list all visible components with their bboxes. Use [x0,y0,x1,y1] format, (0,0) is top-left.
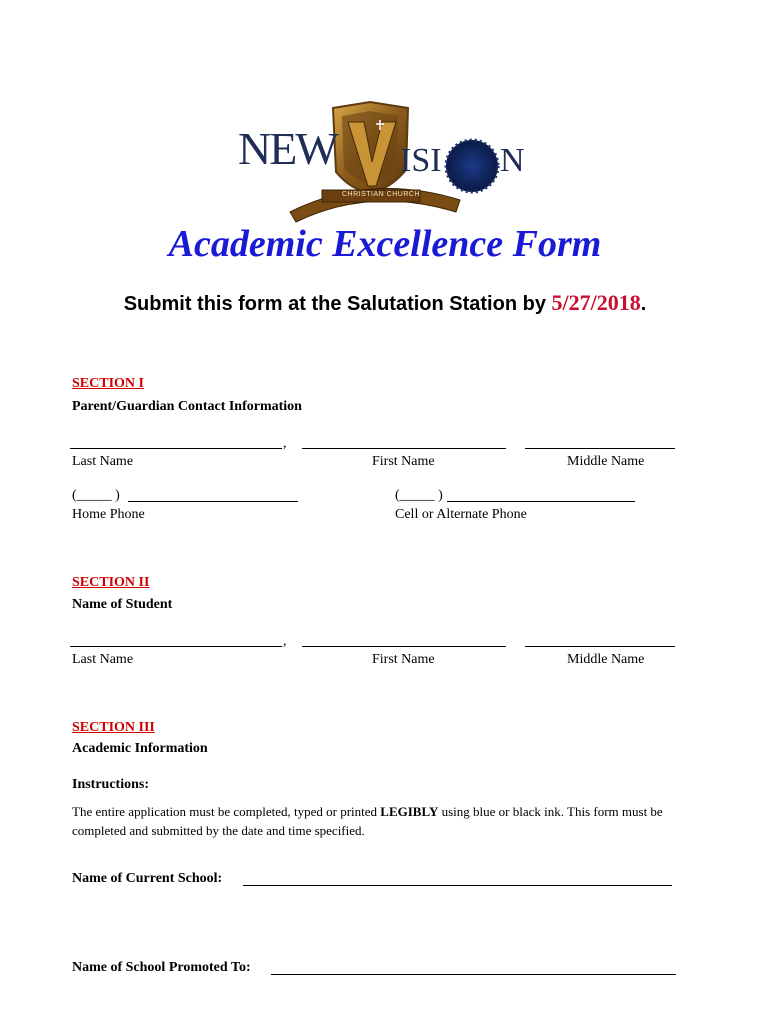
section-1-subheading: Parent/Guardian Contact Information [72,399,302,414]
current-school-field[interactable] [243,885,672,886]
comma: , [283,634,287,649]
home-phone-field[interactable] [128,501,298,502]
guardian-first-name-field[interactable] [302,448,506,449]
guardian-last-name-field[interactable] [70,448,282,449]
instructions-text-2: using blue or black ink. This form must be completed and submitted by the date and time specified. [72,804,663,838]
student-middle-name-field[interactable] [525,646,675,647]
section-3-subheading: Academic Information [72,741,208,756]
subtitle-text: Submit this form at the Salutation Station by [123,293,552,315]
student-last-name-label: Last Name [72,652,134,667]
guardian-middle-name-field[interactable] [525,448,675,449]
instructions-text [72,802,697,840]
instructions-text-1: The entire application must be completed, typed or printed [72,804,381,819]
guardian-first-name-label: First Name [372,454,435,469]
cell-phone-area-code: (_____ ) [395,488,443,503]
logo-word-isi: ISI [400,142,442,179]
logo-word-n: N [500,142,525,179]
guardian-last-name-label: Last Name [72,454,134,469]
instructions-legibly: LEGIBLY [380,804,439,819]
promoted-school-field[interactable] [271,974,676,975]
comma: , [283,436,287,451]
deadline-date: 5/27/2018 [551,290,641,315]
student-middle-name-label: Middle Name [567,652,645,667]
instructions-label: Instructions: [72,777,150,792]
home-phone-area-code: (_____ ) [72,488,120,503]
section-2-heading: SECTION II [72,575,150,590]
home-phone-label: Home Phone [72,507,145,522]
student-first-name-label: First Name [372,652,435,667]
subtitle-period: . [640,293,647,315]
cell-phone-field[interactable] [447,501,635,502]
section-1-heading: SECTION I [72,376,144,391]
promoted-school-label: Name of School Promoted To: [72,960,251,975]
section-2-subheading: Name of Student [72,597,173,612]
logo-banner-text: CHRISTIAN CHURCH [342,191,420,198]
cell-phone-label: Cell or Alternate Phone [395,507,527,522]
student-last-name-field[interactable] [70,646,282,647]
section-3-heading: SECTION III [72,720,155,735]
form-title: Academic Excellence Form [168,223,602,265]
guardian-middle-name-label: Middle Name [567,454,645,469]
logo-word-new: NEW [238,123,337,174]
current-school-label: Name of Current School: [72,871,223,886]
form-subtitle [0,290,770,316]
church-logo [230,100,540,225]
student-first-name-field[interactable] [302,646,506,647]
